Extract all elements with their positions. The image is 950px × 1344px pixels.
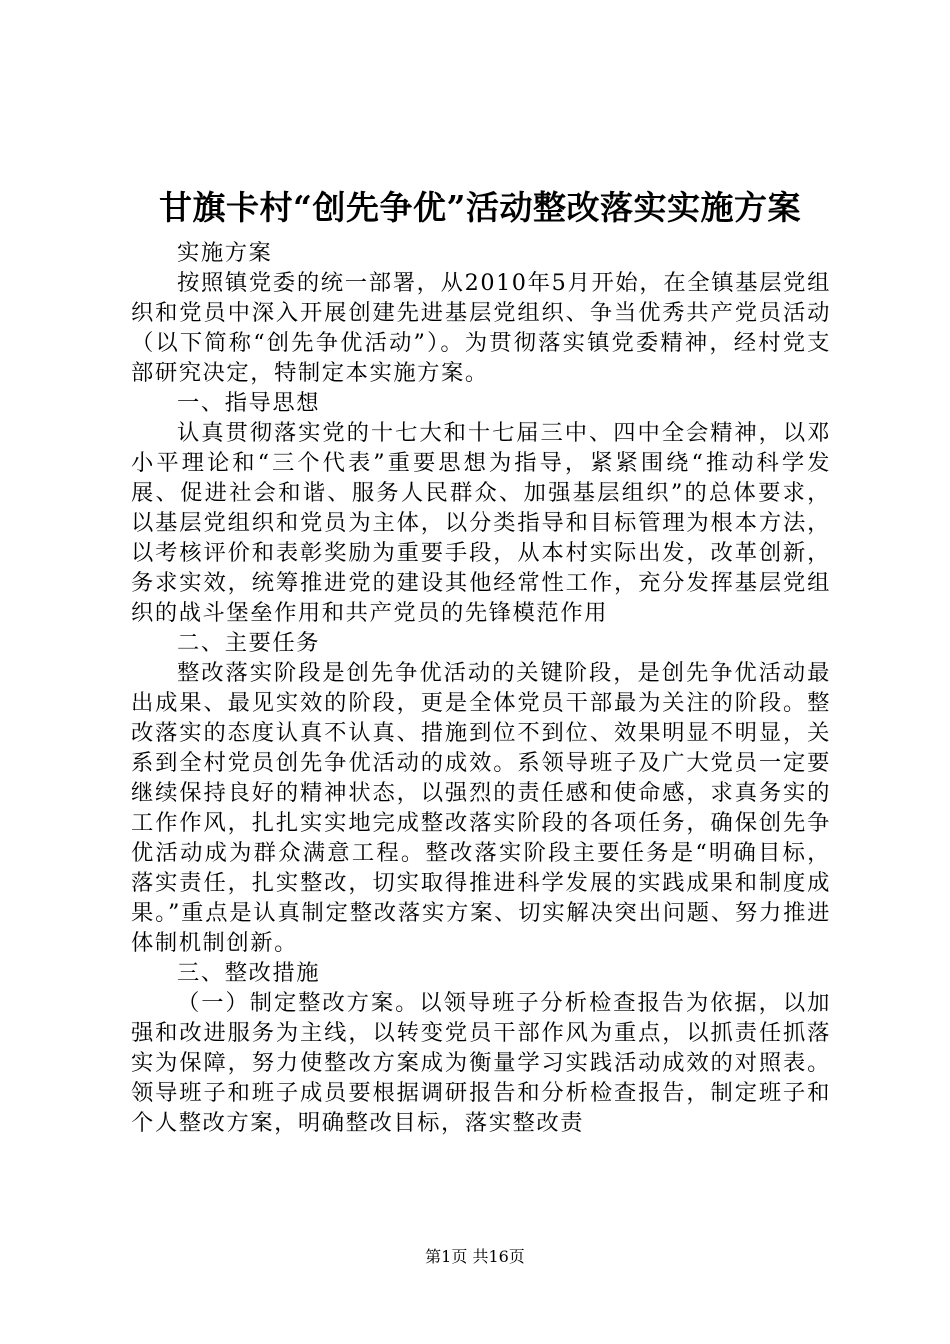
- section-paragraph-main-tasks: 整改落实阶段是创先争优活动的关键阶段，是创先争优活动最出成果、最见实效的阶段，更是全体党员干部最为关注的阶段。整改落实的态度认真不认真、措施到位不到位、效果明显不明显，关系到全村党员创先争优活动的成效。系领导班子及广大党员一定要继续保持良好的精神状态，以强烈的责任感和使命感，求真务实的工作作风，扎扎实实地完成整改落实阶段的各项任务，确保创先争优活动成为群众满意工程。整改落实阶段主要任务是“明确目标，落实责任，扎实整改，切实取得推进科学发展的实践成果和制度成果。”重点是认真制定整改落实方案、切实解决突出问题、努力推进体制机制创新。: [131, 660, 831, 956]
- section-heading-main-tasks: 二、主要任务: [177, 630, 321, 656]
- section-heading-measures: 三、整改措施: [177, 960, 321, 986]
- document-title: 甘旗卡村“创先争优”活动整改落实实施方案: [159, 188, 801, 227]
- subtitle: 实施方案: [177, 240, 273, 266]
- section-paragraph-measures: （一）制定整改方案。以领导班子分析检查报告为依据，以加强和改进服务为主线，以转变党员干部作风为重点，以抓责任抓落实为保障，努力使整改方案成为衡量学习实践活动成效的对照表。领导班子和班子成员要根据调研报告和分析检查报告，制定班子和个人整改方案，明确整改目标，落实整改责: [131, 990, 831, 1136]
- page-number-footer: 第1页 共16页: [425, 1247, 525, 1266]
- section-heading-guiding-thought: 一、指导思想: [177, 390, 321, 416]
- document-body: [131, 238, 831, 1138]
- intro-paragraph: 按照镇党委的统一部署，从2010年5月开始，在全镇基层党组织和党员中深入开展创建先进基层党组织、争当优秀共产党员活动（以下简称“创先争优活动”）。为贯彻落实镇党委精神，经村党支部研究决定，特制定本实施方案。: [131, 270, 831, 386]
- section-paragraph-guiding-thought: 认真贯彻落实党的十七大和十七届三中、四中全会精神，以邓小平理论和“三个代表”重要思想为指导，紧紧围绕“推动科学发展、促进社会和谐、服务人民群众、加强基层组织”的总体要求，以基层党组织和党员为主体，以分类指导和目标管理为根本方法，以考核评价和表彰奖励为重要手段，从本村实际出发，改革创新，务求实效，统筹推进党的建设其他经常性工作，充分发挥基层党组织的战斗堡垒作用和共产党员的先锋模范作用: [131, 420, 831, 626]
